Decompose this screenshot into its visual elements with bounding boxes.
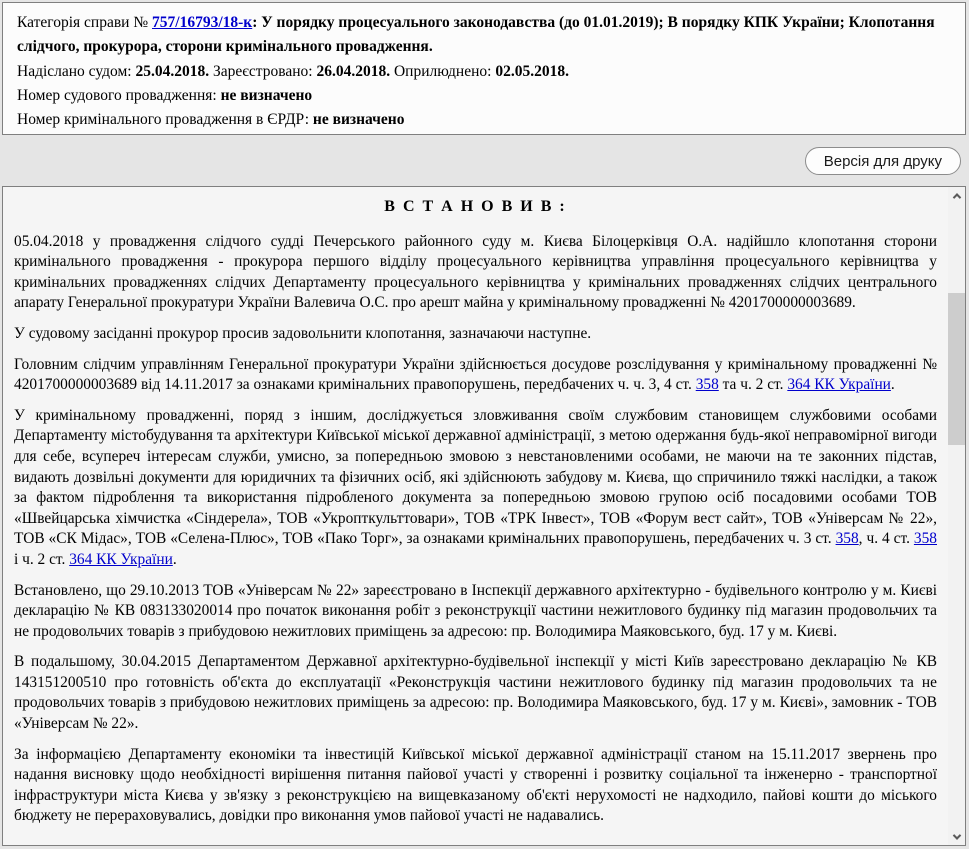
law-article-link[interactable]: 364 КК України — [69, 550, 173, 568]
case-category-line — [17, 11, 951, 59]
court-proceeding-value: не визначено — [220, 87, 313, 104]
criminal-proceeding-value: не визначено — [312, 111, 405, 128]
document-panel — [2, 186, 966, 846]
document-paragraph: 05.04.2018 у провадження слідчого судді Печерського районного суду м. Києва Білоцерківця О.А. надійшло клопотання сторони кримінального провадження - прокурора першого відділу процесуального керівництва управління процесуального керівництва у кримінальних провадженнях слідчих Департаменту процесуального керівництва у кримінальних провадженнях слідчих центрального апарату Генеральної прокуратури України Валевича О.С. про арешт майна у кримінальному провадженні № 4201700000003689. — [14, 232, 937, 312]
court-proceeding-line — [17, 84, 951, 108]
registered-label: Зареєстровано: — [212, 63, 317, 80]
law-article-link[interactable]: 364 КК України — [787, 376, 891, 394]
dates-line — [17, 60, 951, 84]
print-version-button[interactable]: Версія для друку — [805, 147, 961, 175]
document-heading: В С Т А Н О В И В : — [384, 198, 567, 215]
scrollbar-thumb[interactable] — [948, 293, 965, 445]
law-article-link[interactable]: 358 — [695, 376, 719, 394]
document-paragraph: В подальшому, 30.04.2015 Департаментом Державної архітектурно-будівельної інспекції у місті Київ зареєстровано декларацію № КВ 143151200510 про готовність об'єкта до експлуатації «Реконструкція частини нежитлового будинку під магазин продовольчих та не продовольчих товарів з прибудовою нежитлових приміщень за адресою: пр. Володимира Маяковського, буд. 17 у м. Києві», замовник - ТОВ «Універсам № 22». — [14, 653, 937, 733]
scroll-down-button[interactable] — [948, 828, 965, 845]
case-category-text: : У порядку процесуального законодавства (до 01.01.2019); В порядку КПК України; Клопотання слідчого, прокурора, сторони кримінального провадження. — [17, 14, 935, 55]
chevron-down-icon — [952, 831, 960, 839]
case-info-panel — [2, 2, 966, 135]
document-paragraph: У кримінальному провадженні, поряд з іншим, досліджується зловживання своїм службовим становищем службовими особами Департаменту містобудування та архітектури Київської міської державної адміністрації, з метою одержання будь-якої неправомірної вигоди для себе, всупереч інтересам служби, умисно, за попередньою змовою з невстановленими особами, не маючи на те законних підстав, видають дозвільні документи для юридичних та фізичних осіб, які здійснюють забудову м. Києва, що спричинило тяжкі наслідки, а також за фактом підроблення та використання підробленого документа за попередньою змовою групою осіб посадовими особами ТОВ «Швейцарська хімчистка «Сіндерела», ТОВ «Укропткульттовари», ТОВ «ТРК Інвест», ТОВ «Форум вест сайт», ТОВ «Універсам № 22», ТОВ «СК Мідас», ТОВ «Селена-Плюс», ТОВ «Пако Торг», за ознаками кримінальних правопорушень, передбачених ч. 3 ст. 358, ч. 4 ст. 358 і ч. 2 ст. 364 КК України. — [14, 406, 937, 568]
criminal-proceeding-line — [17, 108, 951, 132]
chevron-up-icon — [952, 193, 960, 201]
scroll-up-button[interactable] — [948, 187, 965, 204]
case-category-label: Категорія справи № — [17, 14, 153, 31]
published-date: 02.05.2018. — [495, 63, 569, 80]
published-label: Оприлюднено: — [393, 63, 496, 80]
court-proceeding-label: Номер судового провадження: — [17, 87, 221, 104]
law-article-link[interactable]: 358 — [913, 530, 937, 548]
sent-date: 25.04.2018. — [135, 63, 213, 80]
document-paragraph: Головним слідчим управлінням Генеральної прокуратури України здійснюється досудове розслідування у кримінальному провадженні № 4201700000003689 від 14.11.2017 за ознаками кримінальних правопорушень, передбачених ч. ч. 3, 4 ст. 358 та ч. 2 ст. 364 КК України. — [14, 355, 937, 394]
toolbar — [2, 147, 966, 175]
document-content — [3, 187, 948, 845]
sent-label: Надіслано судом: — [17, 63, 136, 80]
document-paragraph: Встановлено, що 29.10.2013 ТОВ «Універсам № 22» зареєстровано в Інспекції державного архітектурно - будівельного контролю у м. Києві декларацію № КВ 083133020014 про початок виконання робіт з реконструкції частини нежитлового будинку під магазин продовольчих та не продовольчих товарів з прибудовою нежитлових приміщень за адресою: пр. Володимира Маяковського, буд. 17 у м. Києві. — [14, 581, 937, 640]
criminal-proceeding-label: Номер кримінального провадження в ЄРДР: — [17, 111, 313, 128]
document-paragraphs — [14, 232, 937, 827]
law-article-link[interactable]: 358 — [835, 530, 859, 548]
document-paragraph: У судовому засіданні прокурор просив задовольнити клопотання, зазначаючи наступне. — [14, 324, 592, 342]
document-paragraph: За інформацією Департаменту економіки та інвестицій Київської міської державної адміністрації станом на 15.11.2017 звернень про надання висновку щодо необхідності вирішення питання пайової участі у створенні і розвитку соціальної та інженерно - транспортної інфраструктури міста Києва у зв'язку з реконструкцією на вищевказаному об'єкті нерухомості не надходило, пайові кошти до міського бюджету не перераховувались, довідки про виконання умов пайової участі не надавались. — [14, 745, 937, 825]
vertical-scrollbar[interactable] — [948, 187, 965, 845]
registered-date: 26.04.2018. — [316, 63, 394, 80]
case-number-link[interactable]: 757/16793/18-к — [152, 14, 253, 31]
